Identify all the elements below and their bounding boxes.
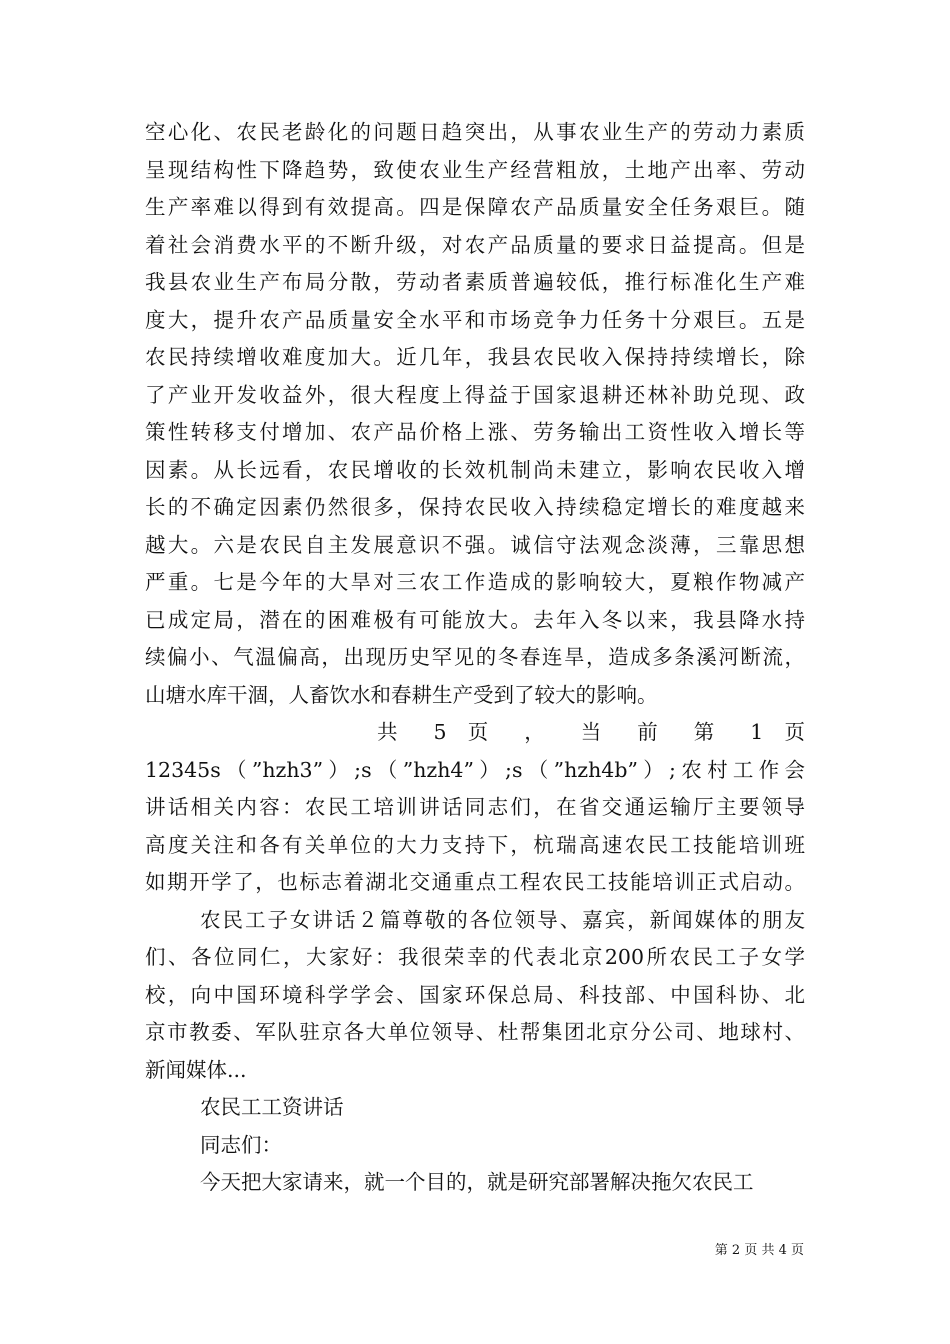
text-line: 生产率难以得到有效提高。四是保障农产品质量安全任务艰巨。随 [145, 195, 805, 219]
text-line: 续偏小、气温偏高，出现历史罕见的冬春连旱，造成多条溪河断流， [145, 645, 805, 669]
text-line: 京市教委、军队驻京各大单位领导、杜帮集团北京分公司、地球村、 [145, 1020, 805, 1044]
text-line: 12345s（”hzh3”）;s（”hzh4”）;s（”hzh4b”）;农村工作会 [145, 757, 805, 782]
paragraph-3 [145, 902, 805, 1090]
text-line: 已成定局，潜在的困难极有可能放大。去年入冬以来，我县降水持 [145, 607, 805, 632]
paragraph-1 [145, 114, 805, 714]
text-line: 山塘水库干涸，人畜饮水和春耕生产受到了较大的影响。 [145, 682, 658, 707]
page-count-text: 共 5 页 ， 当 前 第 1 页 [377, 720, 805, 744]
text-line: 如期开学了，也标志着湖北交通重点工程农民工技能培训正式启动。 [145, 870, 805, 894]
salutation: 同志们： [200, 1132, 282, 1157]
page-footer: 第 2 页 共 4 页 [714, 1243, 804, 1258]
text-line: 我县农业生产布局分散，劳动者素质普遍较低，推行标准化生产难 [145, 270, 805, 294]
text-line: 度大，提升农产品质量安全水平和市场竞争力任务十分艰巨。五是 [145, 307, 805, 332]
text-line: 新闻媒体... [145, 1057, 247, 1082]
text-line: 了产业开发收益外，很大程度上得益于国家退耕还林补助兑现、政 [145, 382, 805, 407]
paragraph-4: 今天把大家请来，就一个目的，就是研究部署解决拖欠农民工 [200, 1170, 754, 1194]
text-line: 越大。六是农民自主发展意识不强。诚信守法观念淡薄，三靠思想 [145, 532, 805, 557]
text-line: 长的不确定因素仍然很多，保持农民收入持续稳定增长的难度越来 [145, 495, 805, 519]
text-line: 讲话相关内容：农民工培训讲话同志们，在省交通运输厅主要领导 [145, 795, 805, 819]
text-line: 农民持续增收难度加大。近几年，我县农民收入保持持续增长，除 [145, 345, 805, 369]
text-line: 校，向中国环境科学学会、国家环保总局、科技部、中国科协、北 [145, 982, 805, 1007]
body-text [145, 114, 805, 1202]
section-heading: 农民工工资讲话 [200, 1095, 344, 1119]
text-line: 着社会消费水平的不断升级，对农产品质量的要求日益提高。但是 [145, 232, 805, 257]
paragraph-2 [145, 752, 805, 902]
text-line: 因素。从长远看，农民增收的长效机制尚未建立，影响农民收入增 [145, 457, 805, 482]
text-line: 高度关注和各有关单位的大力支持下，杭瑞高速农民工技能培训班 [145, 832, 805, 857]
text-line: 们、各位同仁，大家好：我很荣幸的代表北京200所农民工子女学 [145, 945, 805, 969]
text-line: 呈现结构性下降趋势，致使农业生产经营粗放，土地产出率、劳动 [145, 157, 805, 182]
text-line: 农民工子女讲话２篇尊敬的各位领导、嘉宾，新闻媒体的朋友 [200, 907, 805, 932]
text-line: 策性转移支付增加、农产品价格上涨、劳务输出工资性收入增长等 [145, 420, 805, 444]
text-line: 严重。七是今年的大旱对三农工作造成的影响较大，夏粮作物减产 [145, 570, 805, 594]
text-line: 空心化、农民老龄化的问题日趋突出，从事农业生产的劳动力素质 [145, 120, 805, 144]
